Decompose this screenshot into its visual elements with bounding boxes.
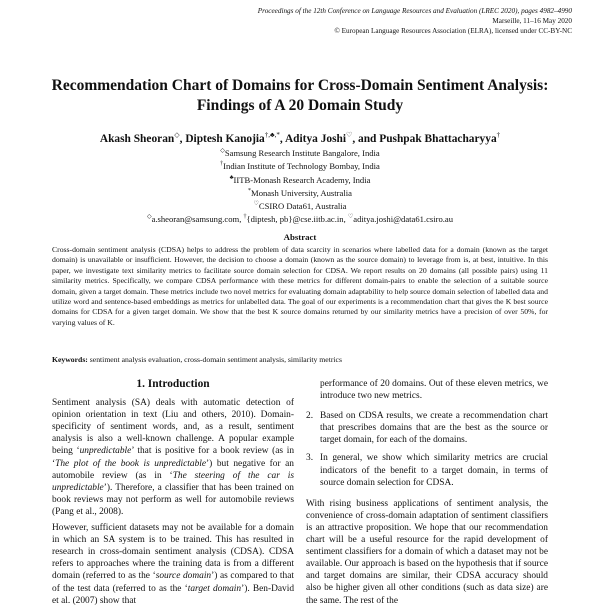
affiliation-list — [40, 146, 560, 226]
affiliation-text: Indian Institute of Technology Bombay, India — [223, 161, 380, 172]
left-column — [52, 378, 294, 611]
keywords — [52, 355, 548, 365]
emphasis: source domain — [155, 571, 212, 582]
intro-paragraph-1 — [52, 397, 294, 518]
keywords-text: sentiment analysis evaluation, cross-domain sentiment analysis, similarity metrics — [89, 355, 342, 364]
email-link[interactable]: a.sheoran@samsung.com — [151, 214, 240, 225]
header-location: Marseille, 11–16 May 2020 — [492, 17, 572, 25]
item-number: 2. — [306, 411, 314, 422]
item-text: In general, we show which similarity metrics are crucial indicators of the benefit to a target domain, in terms of source domain selection for CDSA. — [320, 453, 548, 488]
email-link[interactable]: {diptesh, pb}@cse.iitb.ac.in — [246, 214, 344, 225]
affiliation-item — [40, 173, 560, 186]
text-run: However, sufficient datasets may not be available for a domain in which an SA system is to be trained. This has resulted in research in cross-domain sentiment analysis (CDSA). CDSA refers to approaches where the training data is from a different domain (referred to as the ‘ — [52, 523, 294, 582]
author-separator: , and — [352, 132, 380, 145]
text-run: ’ that is positive for a book review (as in ‘ — [52, 446, 295, 469]
section-heading-introduction: 1. Introduction — [136, 378, 210, 390]
keywords-label: Keywords: — [52, 355, 88, 364]
text-run: ’). Therefore, a classifier that has been trained on book reviews may not perform as well for automobile reviews (Pang et al., 2008). — [52, 482, 294, 517]
author-mark: ◇ — [174, 131, 180, 139]
affiliation-text: Samsung Research Institute Bangalore, India — [224, 147, 380, 158]
email-link[interactable]: aditya.joshi@data61.csiro.au — [353, 214, 454, 225]
affiliation-item — [40, 146, 560, 159]
author-name: Diptesh Kanojia — [185, 132, 265, 145]
conference-header — [212, 6, 572, 36]
author-separator: , — [279, 132, 285, 145]
paper-title — [40, 76, 560, 116]
affiliation-mark: ♣ — [229, 174, 234, 181]
affiliation-mark: ♡ — [253, 201, 259, 208]
affiliation-mark: ◇ — [220, 148, 225, 154]
affiliation-item — [40, 186, 560, 199]
text-run: Sentiment analysis (SA) deals with automatic detection of opinion orientation in text (Liu and others, 2010). Domain-specificity of sentiment words, and, as a result, sentiment analysis is also a well-known challenge. A popular example being ‘ — [52, 398, 294, 457]
affiliation-text: Monash University, Australia — [251, 187, 352, 198]
text-run: ’) but negative for an automobile review (as in ‘ — [52, 458, 294, 481]
emphasis: The plot of the book is unpredictable — [55, 458, 207, 469]
author-separator: , — [179, 132, 186, 145]
right-column — [306, 378, 548, 611]
emphasis: unpredictable — [79, 446, 132, 457]
email-mark: ♡ — [347, 214, 354, 221]
email-mark: ◇ — [146, 214, 152, 221]
contribution-item — [306, 410, 548, 446]
author-list — [40, 131, 560, 145]
item-text: Based on CDSA results, we create a recommendation chart that prescribes domains that are the best as the source or target domain, for each of the domains. — [320, 411, 548, 446]
copyright-icon: © — [334, 27, 340, 35]
affiliation-mark: † — [220, 161, 224, 168]
intro-paragraph-right: With rising business applications of sentiment analysis, the convenience of cross-domain adaptation of sentiment classifiers is an attractive proposition. We hope that our recommendation chart will be a useful resource for the rapid development of sentiment classifiers for a domain of which a dataset may not be available. Our approach is based on the hypothesis that if source and target domains are similar, their CDSA accuracy should also be higher given all other conditions (such as data size) are the same. The rest of the — [306, 498, 548, 606]
email-separator: , — [343, 214, 348, 225]
header-license — [212, 26, 572, 36]
title-line-2: Findings of A 20 Domain Study — [196, 97, 404, 114]
email-line — [40, 212, 560, 225]
text-run: ’) as compared to that of the test data (referred to as the ‘ — [52, 571, 294, 594]
abstract-heading: Abstract — [283, 232, 317, 242]
intro-paragraph-2 — [52, 522, 294, 607]
author-name: Akash Sheoran — [99, 132, 175, 145]
affiliation-text: CSIRO Data61, Australia — [258, 200, 347, 211]
header-license-text: European Language Resources Association (ELRA), licensed under CC-BY-NC — [341, 27, 572, 35]
abstract-text: Cross-domain sentiment analysis (CDSA) helps to address the problem of data scarcity in scenarios where labelled data for a domain (known as the target domain) is unavailable or insufficient. However, the decision to choose a domain (known as the source domain) to leverage from is, at best, intuitive. In this paper, we investigate text similarity metrics to facilitate source domain selection for CDSA. We report results on 20 domains (all possible pairs) using 11 similarity metrics. Specifically, we compare CDSA performance with these metrics for different domain-pairs to enable the selection of a suitable source domain, given a target domain. These metrics include two novel metrics for evaluating domain adaptability to help source domain selection of labelled data and utilize word and sentence-based embeddings as metrics for unlabelled data. The goal of our experiments is a recommendation chart that gives the K best source domains for CDSA for a given target domain. We show that the best K source domains returned by our similarity metrics have a precision of over 50%, for varying values of K. — [52, 245, 548, 327]
item-number: 3. — [306, 453, 314, 464]
emphasis: target domain — [187, 583, 242, 594]
title-line-1: Recommendation Chart of Domains for Cross-Domain Sentiment Analysis: — [51, 77, 549, 94]
affiliation-item — [40, 199, 560, 212]
affiliation-mark: * — [248, 187, 252, 194]
author-name: Aditya Joshi — [284, 132, 347, 145]
affiliation-text: IITB-Monash Research Academy, India — [233, 174, 371, 185]
contribution-continued: performance of 20 domains. Out of these eleven metrics, we introduce two new metrics. — [320, 379, 548, 402]
author-mark: †,♣,* — [264, 131, 280, 139]
email-separator: , — [239, 214, 244, 225]
email-mark: † — [243, 214, 247, 221]
author-mark: ♡ — [346, 131, 353, 139]
affiliation-item — [40, 159, 560, 172]
author-mark: † — [496, 131, 501, 139]
contribution-item — [306, 452, 548, 488]
header-proceedings: Proceedings of the 12th Conference on Language Resources and Evaluation (LREC 2020), pages 4982–4990 — [257, 7, 572, 15]
author-name: Pushpak Bhattacharyya — [379, 132, 497, 145]
emphasis: The steering of the car is unpredictable — [52, 470, 295, 493]
text-run: ’). Ben-David et al. (2007) show that — [52, 583, 295, 606]
